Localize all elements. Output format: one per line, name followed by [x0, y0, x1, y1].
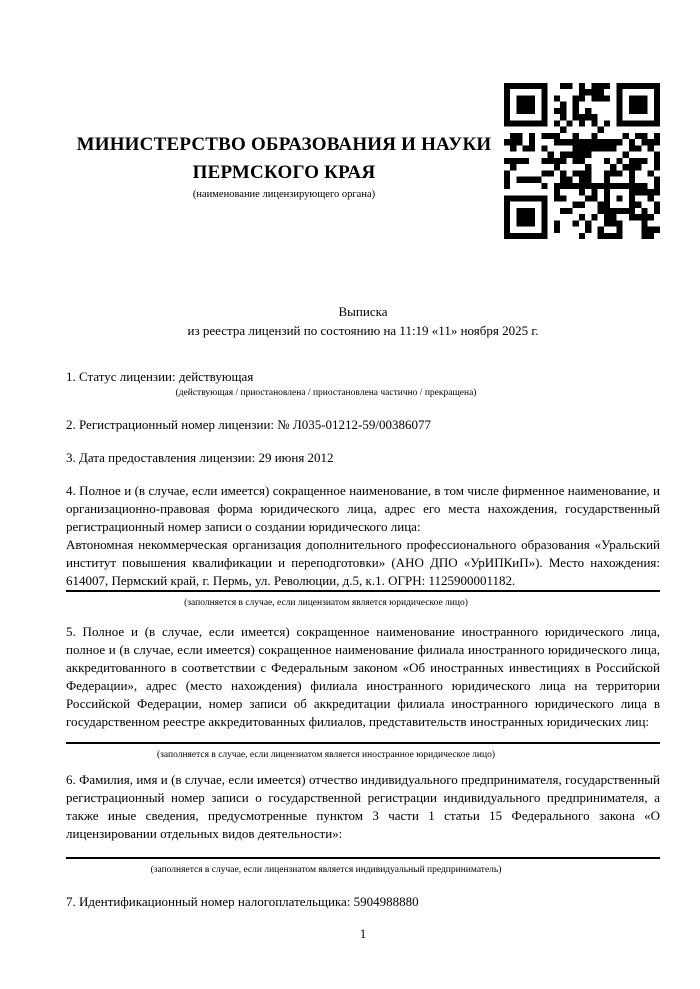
- authority-name-line1: МИНИСТЕРСТВО ОБРАЗОВАНИЯ И НАУКИ: [76, 134, 492, 155]
- item-license-date: 3. Дата предоставления лицензии: 29 июня 2012: [66, 450, 334, 465]
- document-title-line2: из реестра лицензий по состоянию на 11:19 «11» ноября 2025 г.: [187, 323, 539, 338]
- divider-foreign-entity: [66, 742, 660, 744]
- document-header: [66, 83, 660, 239]
- item-legal-entity-value: Автономная некоммерческая организация дополнительного профессионального образования «Уральский институт повышения квалификации и переподготовки» (АНО ДПО «УрИПКиП»). Место нахождения: 614007, Пермский край, г. Пермь, ул. Революции, д.5, к.1. ОГРН: 1125900001182.: [66, 537, 660, 588]
- item-taxpayer-number: 7. Идентификационный номер налогоплательщика: 5904988880: [66, 894, 419, 909]
- divider-individual-entrepreneur: [66, 857, 660, 859]
- page-number: 1: [359, 927, 367, 941]
- authority-name-line2: ПЕРМСКОГО КРАЯ: [192, 162, 376, 183]
- item-license-status: 1. Статус лицензии: действующая: [66, 369, 254, 384]
- item-legal-entity: [66, 482, 660, 590]
- authority-caption: (наименование лицензирующего органа): [192, 189, 376, 200]
- item-legal-entity-text: 4. Полное и (в случае, если имеется) сокращенное наименование, в том числе фирменное наименование, и организационно-правовая форма юридического лица, адрес его места нахождения, государственный регистрационный номер записи о создании юридического лица:: [66, 483, 660, 534]
- item-individual-entrepreneur-caption: (заполняется в случае, если лицензиатом является индивидуальный предприниматель): [150, 865, 502, 875]
- divider-legal-entity: [66, 590, 660, 592]
- item-license-status-caption: (действующая / приостановлена / приостановлена частично / прекращена): [175, 388, 477, 398]
- licensing-authority: [66, 83, 502, 202]
- document-title-line1: Выписка: [338, 304, 388, 319]
- item-registration-number: 2. Регистрационный номер лицензии: № Л035-01212-59/00386077: [66, 417, 432, 432]
- item-foreign-entity: 5. Полное и (в случае, если имеется) сокращенное наименование иностранного юридического лица, полное и (в случае, если имеется) сокращенное наименование филиала иностранного юридического лица, аккредитованного в соответствии с Федеральным законом «Об иностранных инвестициях в Российской Федерации», адрес (место нахождения) филиала иностранного юридического лица на территории Российской Федерации, номер записи об аккредитации филиала иностранного юридического лица в государственном реестре аккредитованных филиалов, представительств иностранных юридических лиц:: [66, 624, 660, 729]
- qr-code: [504, 83, 660, 239]
- item-legal-entity-caption: (заполняется в случае, если лицензиатом является юридическое лицо): [184, 598, 468, 608]
- item-foreign-entity-caption: (заполняется в случае, если лицензиатом является иностранное юридическое лицо): [157, 750, 495, 760]
- item-individual-entrepreneur: 6. Фамилия, имя и (в случае, если имеется) отчество индивидуального предпринимателя, государственный регистрационный номер записи о государственной регистрации индивидуального предпринимателя, а также иные сведения, предусмотренные пунктом 3 части 1 статьи 15 Федерального закона «О лицензировании отдельных видов деятельности»:: [66, 772, 660, 841]
- document-title: [66, 302, 660, 340]
